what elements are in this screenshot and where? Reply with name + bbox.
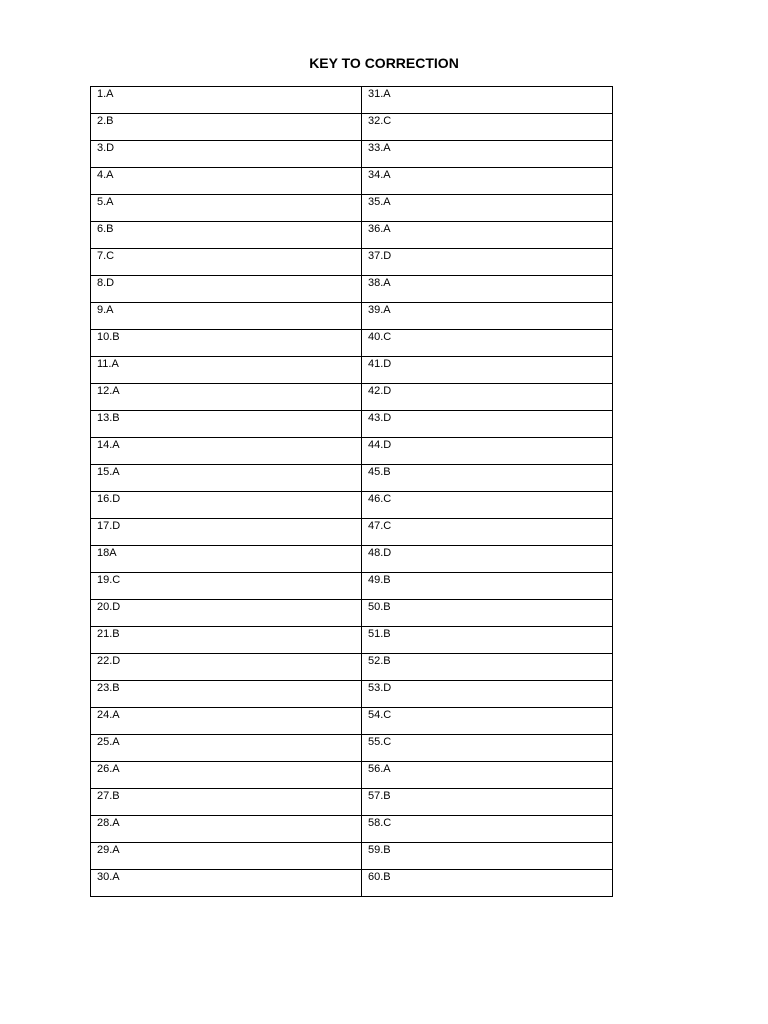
answer-cell-right: 59.B [362,843,613,870]
answer-cell-right: 38.A [362,276,613,303]
table-row [91,168,613,195]
table-row [91,249,613,276]
answer-cell-right: 44.D [362,438,613,465]
answer-cell-left: 18A [91,546,362,573]
answer-cell-right: 43.D [362,411,613,438]
answer-cell-left: 27.B [91,789,362,816]
answer-cell-right: 35.A [362,195,613,222]
table-row [91,330,613,357]
answer-cell-right: 41.D [362,357,613,384]
answer-cell-right: 42.D [362,384,613,411]
page-title: KEY TO CORRECTION [309,55,459,71]
table-row [91,681,613,708]
table-row [91,384,613,411]
table-row [91,465,613,492]
answer-cell-right: 37.D [362,249,613,276]
answer-cell-right: 58.C [362,816,613,843]
answer-cell-right: 56.A [362,762,613,789]
answer-cell-left: 22.D [91,654,362,681]
answer-cell-right: 49.B [362,573,613,600]
answer-cell-right: 52.B [362,654,613,681]
answer-cell-left: 25.A [91,735,362,762]
answer-cell-left: 19.C [91,573,362,600]
table-row [91,708,613,735]
answer-cell-right: 47.C [362,519,613,546]
answer-cell-left: 1.A [91,87,362,114]
table-row [91,438,613,465]
answer-cell-left: 15.A [91,465,362,492]
table-row [91,789,613,816]
table-row [91,276,613,303]
table-row [91,492,613,519]
table-row [91,762,613,789]
answer-cell-right: 50.B [362,600,613,627]
answer-key-body [91,87,613,897]
answer-cell-right: 45.B [362,465,613,492]
answer-cell-left: 17.D [91,519,362,546]
answer-cell-left: 12.A [91,384,362,411]
table-row [91,114,613,141]
answer-cell-left: 26.A [91,762,362,789]
table-row [91,303,613,330]
answer-cell-right: 32.C [362,114,613,141]
answer-cell-right: 51.B [362,627,613,654]
table-row [91,735,613,762]
answer-cell-right: 40.C [362,330,613,357]
table-row [91,141,613,168]
answer-cell-left: 6.B [91,222,362,249]
table-row [91,87,613,114]
answer-cell-right: 36.A [362,222,613,249]
answer-cell-left: 8.D [91,276,362,303]
answer-cell-left: 21.B [91,627,362,654]
answer-cell-right: 55.C [362,735,613,762]
table-row [91,816,613,843]
answer-cell-left: 13.B [91,411,362,438]
answer-cell-right: 57.B [362,789,613,816]
answer-cell-left: 23.B [91,681,362,708]
answer-key-table [90,86,613,897]
table-row [91,357,613,384]
table-row [91,573,613,600]
table-row [91,546,613,573]
answer-cell-left: 11.A [91,357,362,384]
answer-cell-left: 10.B [91,330,362,357]
answer-cell-right: 33.A [362,141,613,168]
answer-cell-right: 34.A [362,168,613,195]
answer-cell-right: 48.D [362,546,613,573]
table-row [91,519,613,546]
table-row [91,195,613,222]
table-row [91,654,613,681]
table-row [91,222,613,249]
answer-cell-left: 4.A [91,168,362,195]
table-row [91,843,613,870]
answer-cell-right: 31.A [362,87,613,114]
answer-cell-right: 53.D [362,681,613,708]
answer-cell-right: 46.C [362,492,613,519]
table-row [91,870,613,897]
answer-cell-left: 14.A [91,438,362,465]
table-row [91,627,613,654]
answer-cell-right: 39.A [362,303,613,330]
answer-cell-right: 54.C [362,708,613,735]
answer-cell-left: 28.A [91,816,362,843]
answer-cell-left: 3.D [91,141,362,168]
answer-cell-left: 9.A [91,303,362,330]
answer-cell-left: 30.A [91,870,362,897]
answer-cell-left: 5.A [91,195,362,222]
answer-cell-left: 16.D [91,492,362,519]
answer-cell-left: 29.A [91,843,362,870]
answer-cell-right: 60.B [362,870,613,897]
answer-cell-left: 20.D [91,600,362,627]
table-row [91,411,613,438]
table-row [91,600,613,627]
answer-cell-left: 7.C [91,249,362,276]
answer-cell-left: 24.A [91,708,362,735]
answer-cell-left: 2.B [91,114,362,141]
